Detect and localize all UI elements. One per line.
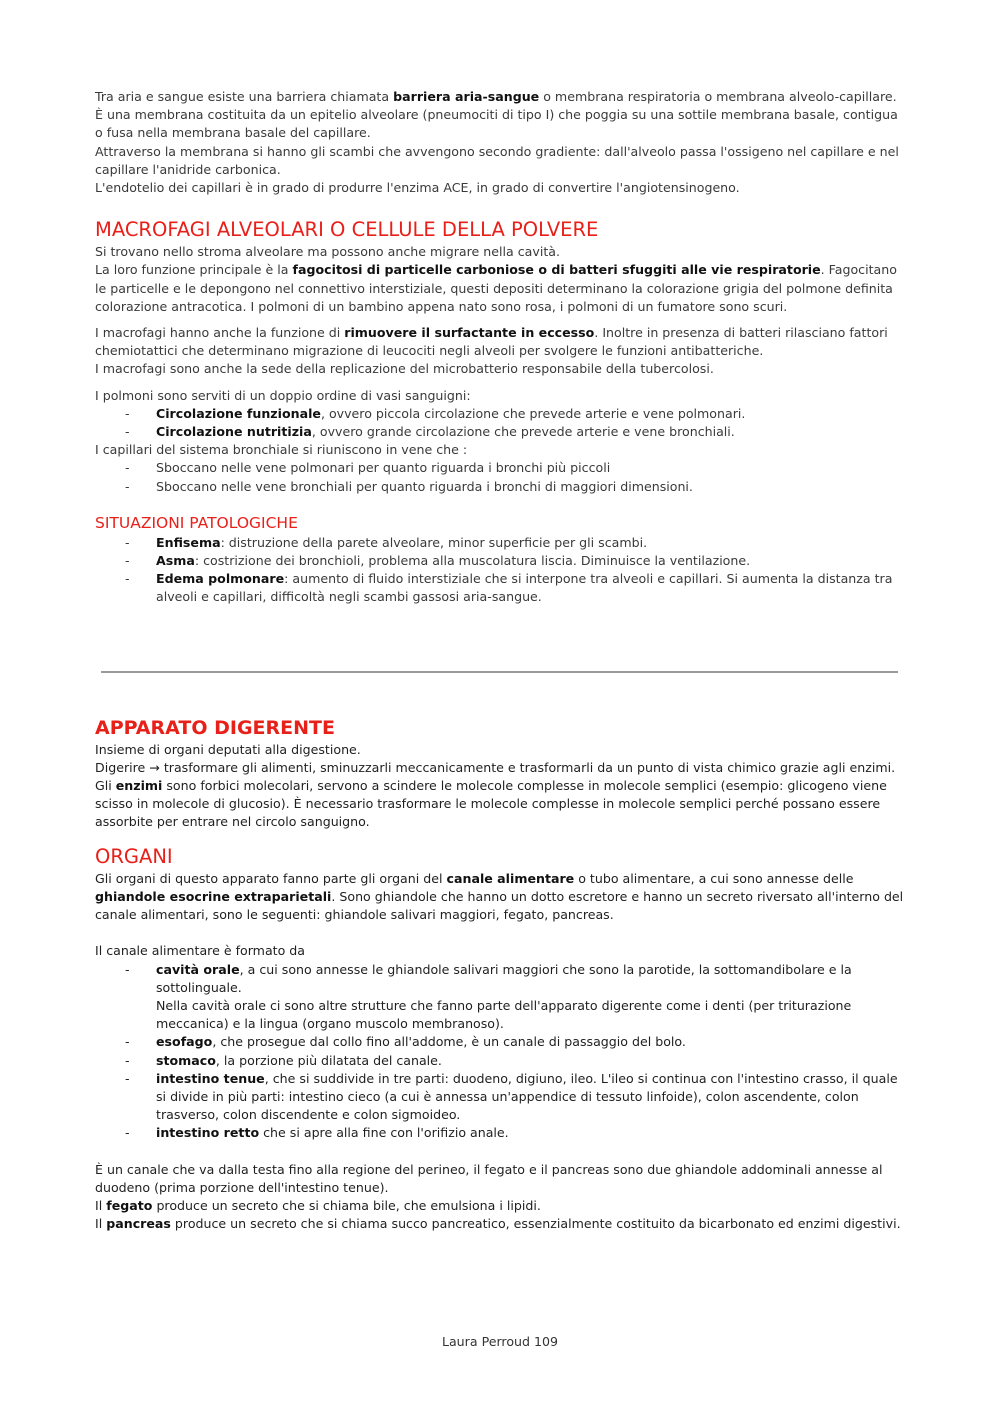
list-item — [95, 478, 905, 496]
list-item-note: Nella cavità orale ci sono altre strutture che fanno parte dell'apparato digerente come i denti (per triturazione meccanica) e la lingua (organo muscolo membranoso). — [156, 997, 852, 1032]
list-marker: - — [125, 571, 130, 587]
text-run: Il — [95, 1216, 107, 1232]
fegato-paragraph — [95, 1197, 905, 1215]
page-content — [95, 88, 905, 1233]
list-item — [95, 570, 905, 606]
list-marker: - — [125, 1125, 130, 1141]
text-run: I macrofagi hanno anche la funzione di — [95, 325, 345, 341]
digerente-paragraph-1: Insieme di organi deputati alla digestione. — [95, 741, 361, 757]
digerente-paragraph-2: Digerire → trasformare gli alimenti, sminuzzarli meccanicamente e trasformarli da un punto di vista chimico grazie agli enzimi. — [95, 759, 896, 775]
heading-digerente: APPARATO DIGERENTE — [95, 716, 335, 739]
bold-term: intestino tenue — [156, 1070, 265, 1086]
text-run: sono forbici molecolari, servono a scindere le molecole complesse in molecole semplici (esempio: glicogeno viene scisso in molecole di glucosio). È necessario trasformare le molecole complesse in molecole semplici perché possano essere assorbite per entrare nel circolo sanguigno. — [95, 778, 887, 830]
list-marker: - — [125, 424, 130, 440]
macrofagi-paragraph-4: I macrofagi sono anche la sede della replicazione del microbatterio responsabile della tubercolosi. — [95, 361, 714, 377]
text-run: : costrizione dei bronchioli, problema alla muscolatura liscia. Diminuisce la ventilazione. — [194, 553, 751, 569]
intro-paragraph-3: L'endotelio dei capillari è in grado di produrre l'enzima ACE, in grado di convertire l'angiotensinogeno. — [95, 180, 740, 196]
vasi-intro: I polmoni sono serviti di un doppio ordine di vasi sanguigni: — [95, 387, 471, 403]
text-run: o membrana respiratoria o membrana alveolo-capillare. È una membrana costituita da un epitelio alveolare (pneumociti di tipo I) che poggia su una sottile membrana basale, contigua o fusa nella membrana basale del capillare. — [95, 89, 898, 141]
text-run: , la porzione più dilatata del canale. — [215, 1052, 442, 1068]
list-item — [95, 1070, 905, 1125]
bold-term: Asma — [156, 553, 195, 569]
bold-term: intestino retto — [156, 1125, 260, 1141]
bold-term: enzimi — [115, 778, 163, 794]
pancreas-paragraph — [95, 1215, 905, 1233]
bold-term: Edema polmonare — [156, 571, 285, 587]
list-marker: - — [125, 478, 130, 494]
page-footer: Laura Perroud 109 — [441, 1334, 559, 1349]
text-run: produce un secreto che si chiama bile, che emulsiona i lipidi. — [152, 1197, 541, 1213]
bold-term: stomaco — [156, 1052, 216, 1068]
text-run: , a cui sono annesse le ghiandole salivari maggiori che sono la parotide, la sottomandibolare e la sottolinguale. — [156, 961, 852, 995]
list-item — [95, 961, 905, 1034]
bold-term: ghiandole esocrine extraparietali — [95, 888, 332, 904]
bold-term: rimuovere il surfactante in eccesso — [344, 325, 595, 341]
list-item — [95, 1124, 905, 1142]
capillari-intro: I capillari del sistema bronchiale si riuniscono in vene che : — [95, 442, 468, 458]
bold-term: esofago — [156, 1034, 213, 1050]
list-item — [95, 1052, 905, 1070]
text-run: Il — [95, 1197, 107, 1213]
bold-term: Circolazione nutritizia — [156, 424, 312, 440]
list-item — [95, 552, 905, 570]
text-run: , ovvero grande circolazione che prevede arterie e vene bronchiali. — [311, 424, 735, 440]
list-item — [95, 1033, 905, 1051]
intro-paragraph-1 — [95, 88, 905, 143]
text-run: Tra aria e sangue esiste una barriera chiamata — [95, 89, 394, 104]
text-run: Sboccano nelle vene polmonari per quanto riguarda i bronchi più piccoli — [156, 460, 611, 476]
text-run: Sboccano nelle vene bronchiali per quanto riguarda i bronchi di maggiori dimensioni. — [156, 478, 693, 494]
bold-term: fagocitosi di particelle carboniose o di batteri sfuggiti alle vie respiratorie — [292, 262, 821, 278]
text-run: : aumento di fluido interstiziale che si interpone tra alveoli e capillari. Si aumenta la distanza tra alveoli e capillari, difficoltà negli scambi gassosi aria-sangue. — [156, 571, 893, 605]
canale-intro: Il canale alimentare è formato da — [95, 943, 306, 959]
bold-term: Enfisema — [156, 534, 221, 550]
text-run: . Sono ghiandole che hanno un dotto escretore e hanno un secreto riversato all'interno del canale alimentari, sono le seguenti: ghiandole salivari maggiori, fegato, pancreas. — [95, 888, 904, 923]
text-run: produce un secreto che si chiama succo pancreatico, essenzialmente costituito da bicarbonato ed enzimi digestivi. — [170, 1216, 901, 1232]
list-marker: - — [125, 460, 130, 476]
macrofagi-paragraph-2 — [95, 261, 905, 316]
text-run: . Fagocitano le particelle e le depongono nel connettivo interstiziale, questi depositi determinano la colorazione grigia del polmone definita colorazione antracotica. I polmoni di un bambino appena nato sono rosa, i polmoni di un fumatore sono scuri. — [95, 262, 897, 314]
list-marker: - — [125, 1070, 130, 1086]
canale-list — [95, 961, 905, 1143]
text-run: , ovvero piccola circolazione che prevede arterie e vene polmonari. — [320, 405, 746, 421]
text-run: Gli — [95, 778, 116, 794]
list-item — [95, 423, 905, 441]
text-run: . Inoltre in presenza di batteri rilasciano fattori chemiotattici che determinano migrazione di leucociti negli alveoli per svolgere le funzioni antibatteriche. — [95, 325, 888, 359]
vasi-list — [95, 405, 905, 441]
text-run: : distruzione della parete alveolare, minor superficie per gli scambi. — [220, 534, 648, 550]
list-marker: - — [125, 961, 130, 977]
organi-paragraph-3: È un canale che va dalla testa fino alla regione del perineo, il fegato e il pancreas sono due ghiandole addominali annesse al duodeno (prima porzione dell'intestino tenue). — [95, 1161, 883, 1195]
bold-term: canale alimentare — [446, 870, 575, 886]
text-run: o tubo alimentare, a cui sono annesse delle — [574, 870, 854, 886]
organi-paragraph-1 — [95, 870, 905, 925]
heading-macrofagi: MACROFAGI ALVEOLARI O CELLULE DELLA POLVERE — [95, 218, 599, 242]
bold-term: pancreas — [106, 1216, 171, 1232]
heading-patologiche: SITUAZIONI PATOLOGICHE — [95, 513, 298, 532]
macrofagi-paragraph-1: Si trovano nello stroma alveolare ma possono anche migrare nella cavità. — [95, 244, 560, 260]
bold-term: barriera aria-sangue — [393, 89, 540, 104]
bold-term: cavità orale — [156, 961, 240, 977]
text-run: Gli organi di questo apparato fanno parte gli organi del — [95, 870, 447, 886]
intro-paragraph-2: Attraverso la membrana si hanno gli scambi che avvengono secondo gradiente: dall'alveolo passa l'ossigeno nel capillare e nel capillare l'anidride carbonica. — [95, 143, 899, 177]
digerente-paragraph-3 — [95, 777, 905, 832]
text-run: , che si suddivide in tre parti: duodeno, digiuno, ileo. L'ileo si continua con l'intestino crasso, il quale si divide in più parti: intestino cieco (a cui è annessa un'appendice di tessuto linfoide), colon ascendente, colon trasverso, colon discendente e colon sigmoideo. — [156, 1070, 898, 1123]
text-run: che si apre alla fine con l'orifizio anale. — [259, 1125, 509, 1141]
list-marker: - — [125, 1034, 130, 1050]
list-marker: - — [125, 534, 130, 550]
list-marker: - — [125, 1052, 130, 1068]
text-run: La loro funzione principale è la — [95, 262, 293, 278]
text-run: , che prosegue dal collo fino all'addome, è un canale di passaggio del bolo. — [212, 1034, 686, 1050]
patologiche-list — [95, 534, 905, 607]
bold-term: Circolazione funzionale — [156, 405, 321, 421]
bold-term: fegato — [106, 1197, 153, 1213]
capillari-list — [95, 459, 905, 495]
list-marker: - — [125, 405, 130, 421]
heading-organi: ORGANI — [95, 844, 173, 868]
list-item — [95, 459, 905, 477]
list-item — [95, 534, 905, 552]
macrofagi-paragraph-3 — [95, 324, 905, 360]
list-marker: - — [125, 553, 130, 569]
list-item — [95, 405, 905, 423]
